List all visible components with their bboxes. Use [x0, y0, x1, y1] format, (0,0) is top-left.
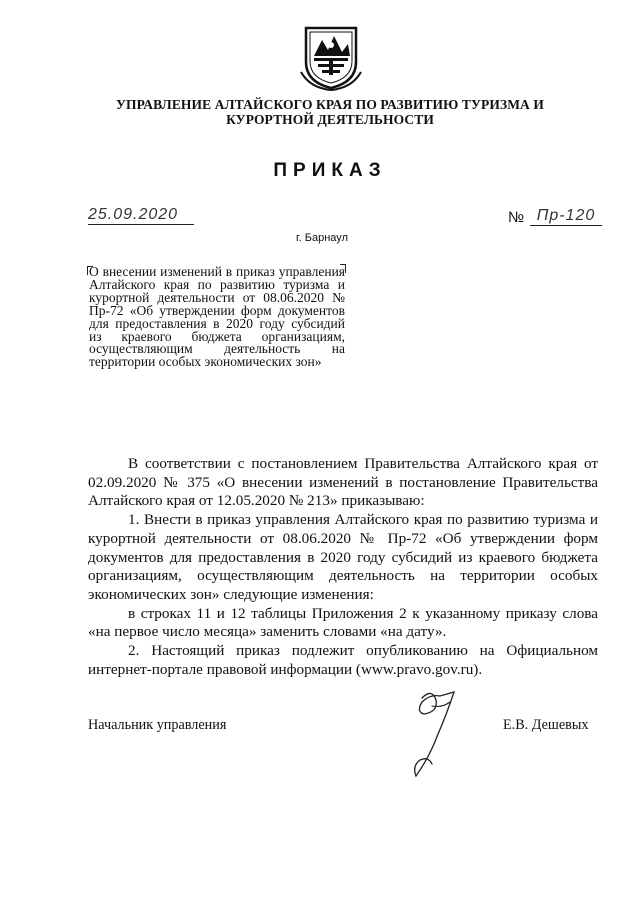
body-paragraph-change: в строках 11 и 12 таблицы Приложения 2 к указанному приказу слова «на первое число месяца» заменить словами «на дату». — [88, 604, 598, 641]
organization-name — [90, 97, 570, 127]
order-subject: О внесении изменений в приказ управления Алтайского края по развитию туризма и курортной деятельности от 08.06.2020 № Пр-72 «Об утверждении форм документов для предоставления в 2020 году субсидий из краевого бюджета организациям, осуществляющим деятельность на территории особых экономических зон» — [89, 264, 345, 370]
signatory-role: Начальник управления — [88, 717, 227, 733]
document-title: ПРИКАЗ — [273, 160, 387, 181]
handwritten-signature-icon — [392, 686, 468, 782]
number-sign: № — [508, 209, 525, 226]
city-label: г. Барнаул — [296, 232, 348, 244]
body-paragraph-item2: 2. Настоящий приказ подлежит опубликованию на Официальном интернет-портале правовой информации (www.pravo.gov.ru). — [88, 642, 598, 678]
order-number — [508, 207, 604, 229]
signatory-name: Е.В. Дешевых — [503, 717, 589, 733]
body-paragraph-item1: 1. Внести в приказ управления Алтайского края по развитию туризма и курортной деятельности от 08.06.2020 № Пр-72 «Об утверждении форм документов для предоставления в 2020 году субсидий из краевого бюджета организациям, осуществляющим деятельность на территории особых экономических зон» следующие изменения: — [88, 511, 598, 603]
order-number-value: Пр-120 — [530, 207, 602, 226]
body-paragraph-preamble: В соответствии с постановлением Правительства Алтайского края от 02.09.2020 № 375 «О внесении изменений в постановление Правительства Алтайского края от 12.05.2020 № 213» приказываю: — [88, 455, 598, 510]
order-body — [88, 455, 598, 679]
coat-of-arms-icon — [296, 22, 366, 92]
order-date: 25.09.2020 — [88, 206, 194, 225]
organization-name-line1: УПРАВЛЕНИЕ АЛТАЙСКОГО КРАЯ ПО РАЗВИТИЮ ТУРИЗМА И — [116, 97, 544, 112]
organization-name-line2: КУРОРТНОЙ ДЕЯТЕЛЬНОСТИ — [226, 112, 434, 127]
